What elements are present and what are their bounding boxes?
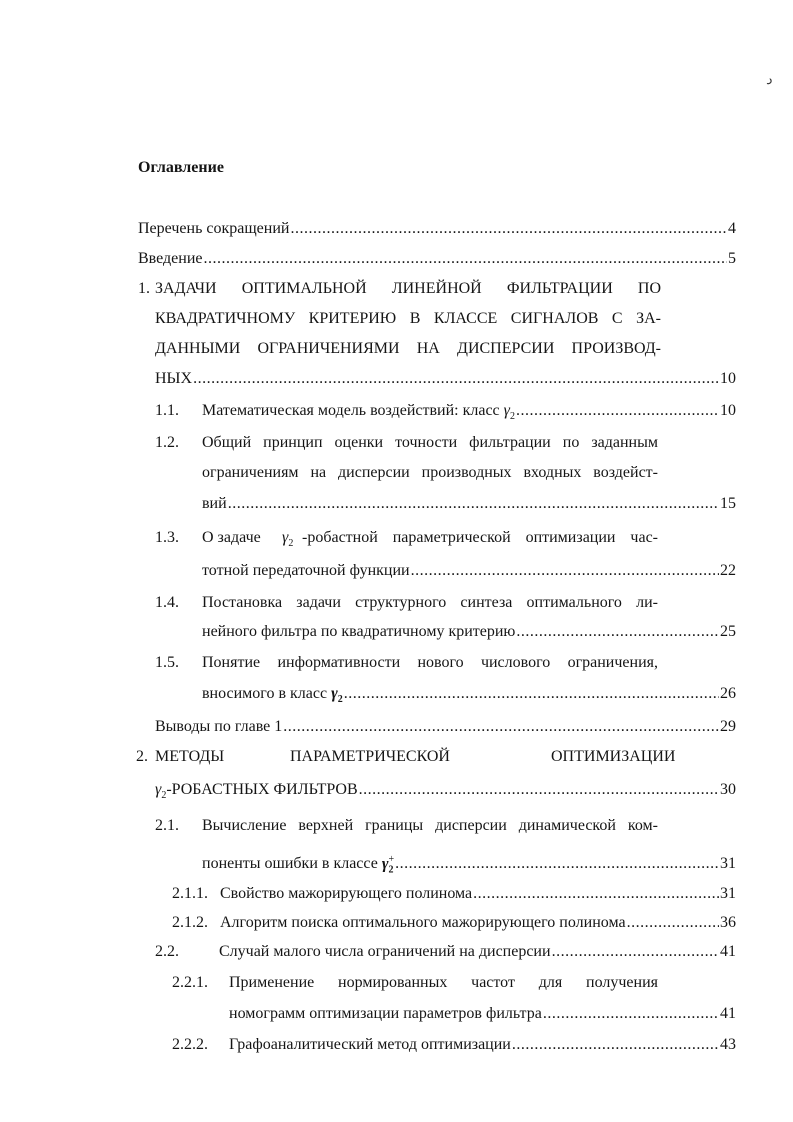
toc-entry-label: Свойство мажорирующего полинома [220,885,473,902]
dot-leader [516,401,719,421]
dot-leader [552,942,719,962]
section-number: 1.4. [155,594,179,611]
page-number: 31 [720,885,736,902]
section-title-line-1: Общий принцип оценки точности фильтрации по заданным [202,434,658,451]
toc-entry-label: Выводы по главе 1 [155,718,283,735]
toc-entry-label: Алгоритм поиска оптимального мажорирующего полинома [220,914,626,931]
section-title-line-2: ограничениям на дисперсии производных входных воздейст- [202,464,658,481]
chapter-title-line-1: ЗАДАЧИ ОПТИМАЛЬНОЙ ЛИНЕЙНОЙ ФИЛЬТРАЦИИ ПО [155,280,661,297]
toc-entry-label: Перечень сокращений [138,220,290,237]
dot-leader [395,854,719,874]
chapter-title-line-2: -РОБАСТНЫХ ФИЛЬТРОВ [166,781,358,798]
toc-entry-section-1-1[interactable] [155,401,736,423]
dot-leader [473,884,719,904]
gamma-symbol: $\gamma_2$ [282,529,294,550]
section-title-line-2: нейного фильтра по квадратичному критерию [202,623,516,640]
page-number: 41 [720,943,736,960]
toc-entry-label: Математическая модель воздействий: класс [202,402,500,419]
dot-leader [344,684,719,704]
dot-leader [627,913,719,933]
page-number: 29 [720,718,736,735]
dot-leader [204,249,728,269]
section-number: 2.1.1. [172,885,208,902]
page-number: 5 [728,250,736,267]
toc-entry-label: Введение [138,250,203,267]
gamma-symbol: $\gamma_2^+$ [381,854,395,876]
chapter-title-line-3: ДАННЫМИ ОГРАНИЧЕНИЯМИ НА ДИСПЕРСИИ ПРОИЗВОД- [155,340,661,357]
section-title-line-1: Понятие информативности нового числового ограничения, [202,654,658,671]
chapter-number: 1. [138,280,150,297]
section-number: 1.5. [155,654,179,671]
section-number: 2.2.1. [172,974,208,991]
corner-mark: د [766,72,772,87]
section-number: 1.2. [155,434,179,451]
section-number: 2.2. [155,943,179,960]
page-number: 36 [720,914,736,931]
section-number: 2.2.2. [172,1036,208,1053]
page-number: 15 [720,495,736,512]
dot-leader [543,1004,719,1024]
toc-entry-section-2-1-2[interactable] [172,913,736,935]
chapter-title-word-3: ОПТИМИЗАЦИИ [551,748,676,765]
page-number: 43 [720,1036,736,1053]
page-number: 22 [720,562,736,579]
dot-leader [516,622,719,642]
dot-leader [411,561,719,581]
toc-entry-section-2-2[interactable] [155,942,736,964]
chapter-title-word-1: МЕТОДЫ [155,748,225,765]
toc-entry-section-2-2-2[interactable] [172,1035,736,1057]
page-number: 10 [720,402,736,419]
section-title-line-2: поненты ошибки в классе [202,855,378,873]
toc-entry-introduction[interactable] [138,249,736,271]
toc-entry-abbreviations[interactable] [138,219,736,241]
page-number: 25 [720,623,736,640]
section-title-line-2: тотной передаточной функции [202,562,410,579]
section-title-line-1: Применение нормированных частот для получения [229,974,658,991]
section-title-line-1: Постановка задачи структурного синтеза оптимального ли- [202,594,658,611]
section-number: 1.3. [155,529,179,546]
section-title-line-2: номограмм оптимизации параметров фильтра [229,1005,542,1022]
gamma-symbol: $\gamma_2$ [331,685,343,706]
dot-leader [228,494,719,514]
chapter-number: 2. [136,748,148,765]
section-number: 2.1.2. [172,914,208,931]
page-title: Оглавление [138,159,224,176]
toc-entry-label: Случай малого числа ограничений на дисперсии [219,943,551,960]
page-number: 4 [728,220,736,237]
section-title-line-3: вий [202,495,227,512]
gamma-symbol: $\gamma_2$ [155,781,167,802]
page-number: 31 [720,855,736,873]
page-number: 41 [720,1005,736,1022]
section-title-line-2: вносимого в класс [202,685,328,702]
dot-leader [359,780,719,800]
page-number: 26 [720,685,736,702]
chapter-title-word-2: ПАРАМЕТРИЧЕСКОЙ [290,748,450,765]
section-title-prefix: О задаче [202,529,261,546]
dot-leader [283,717,719,737]
dot-leader [290,219,727,239]
section-title-line-1: Вычисление верхней границы дисперсии динамической ком- [202,817,658,834]
page-number: 30 [720,781,736,798]
page-number: 10 [720,370,736,387]
dot-leader [193,369,719,389]
chapter-title-line-2: КВАДРАТИЧНОМУ КРИТЕРИЮ В КЛАССЕ СИГНАЛОВ С ЗА- [155,310,661,327]
toc-entry-label: Графоаналитический метод оптимизации [229,1036,511,1053]
toc-entry-section-2-1-1[interactable] [172,884,736,906]
section-number: 2.1. [155,817,179,834]
dot-leader [512,1035,719,1055]
section-title-line-1: -робастной параметрической оптимизации час- [302,529,658,546]
toc-entry-chapter-1-conclusions[interactable] [155,717,736,739]
chapter-title-line-4: НЫХ [155,370,193,387]
section-number: 1.1. [155,402,179,419]
gamma-symbol: $\gamma_2$ [503,402,515,423]
